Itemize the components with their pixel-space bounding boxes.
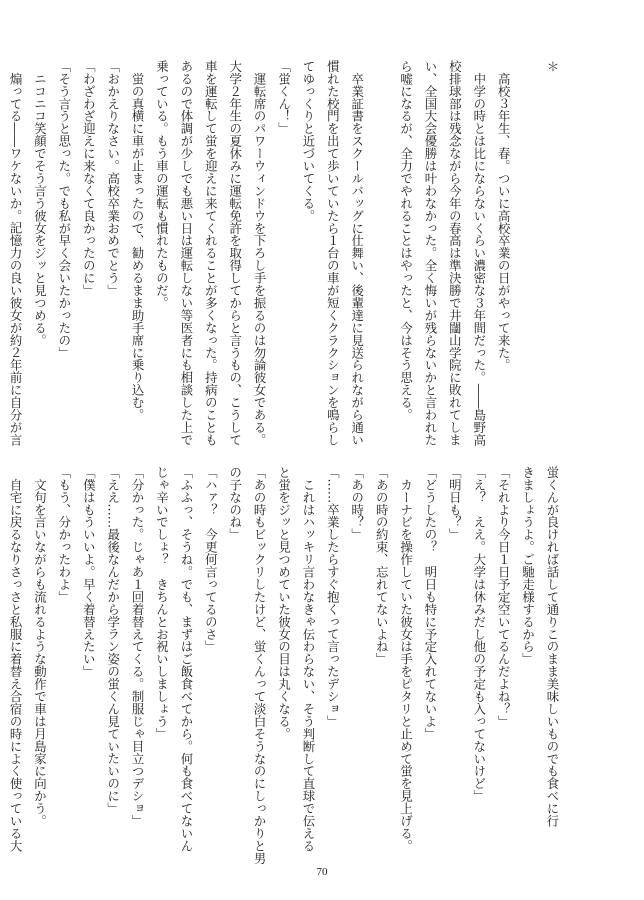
upper-text-block <box>8 60 564 446</box>
text-line: 「……卒業したらすぐ抱くって言ったデショ」 <box>325 466 341 728</box>
text-line: 蛍くんが良ければ話して通りこのまま美味しいものでも食べに行 <box>545 466 560 828</box>
text-line: じゃ辛いでしょ？ きちんとお祝いしましょう」 <box>154 466 170 740</box>
page-number: 70 <box>316 866 328 878</box>
text-line: 慣れた校門を出て歩いていたら１台の車が短くクラクションを鳴らし <box>325 60 341 446</box>
text-line: 「そう言うと思った。でも私が早く会いたかったの」 <box>56 60 72 359</box>
text-line: 煽ってる――ワケないか。記憶力の良い彼女が約２年前に自分が言 <box>8 60 24 446</box>
text-line: あるので体調が少しでも悪い日は運転しない等医者にも相談した上で <box>178 60 194 446</box>
text-line: 「ハァ？ 今更何言ってるのさ」 <box>203 466 219 653</box>
text-line: ＊ <box>545 60 560 73</box>
text-line: 「僕はもういいよ。早く着替えたい」 <box>81 466 97 678</box>
text-line: 「もう、分かったわよ」 <box>56 466 72 603</box>
text-line <box>0 466 3 838</box>
text-line: 「蛍くん！」 <box>276 60 292 135</box>
text-line: 「それより今日１日予定空いてるんだよね？」 <box>496 466 512 728</box>
text-line: い、全国大会優勝は叶わなかった。全く悔いが残らないかと言われた <box>422 60 438 446</box>
text-line: 「明日も？」 <box>447 466 463 541</box>
text-line: 校排球部は残念ながら今年の春高は準決勝で井闥山学院に敗れてしま <box>447 60 463 446</box>
text-line <box>369 60 393 438</box>
text-line: 「あの時もビックリしたけど、蛍くんって淡白そうなのにしっかりと男 <box>252 466 268 865</box>
text-line: 「わざわざ迎えに来なくて良かったのに」 <box>81 60 97 297</box>
text-line: ニコニコ笑顔でそう言う彼女をジッと見つめる。 <box>32 60 48 347</box>
text-line: 「どうしたの？ 明日も特に予定入れてないよ」 <box>422 466 438 740</box>
text-line: 「え？ ええ。大学は休みだし他の予定も入ってないけど」 <box>471 466 487 803</box>
text-line: 蛍の真横に車が止まったので、勧めるまま助手席に乗り込む。 <box>130 60 146 422</box>
text-line: 「あの時の約束、忘れてないよね」 <box>374 466 390 666</box>
text-line: 中学の時とは比にならないくらい濃密な３年間だった。――島野高 <box>471 60 487 446</box>
text-line: きましょうよ。ご馳走様するから」 <box>520 466 536 666</box>
text-line: 「おかえりなさい。高校卒業おめでとう」 <box>105 60 121 297</box>
text-line: 車を運転して蛍を迎えに来てくれることが多くなった。持病のことも <box>203 60 219 446</box>
text-line: てゆっくりと近づいてくる。 <box>300 60 316 222</box>
text-line: これはハッキリ言わなきゃ伝わらない、そう判断して直球で伝える <box>300 466 316 852</box>
text-line: 「あの時？」 <box>349 466 365 541</box>
text-line: 高校３年生、春。ついに高校卒業の日がやって来た。 <box>496 60 512 372</box>
text-line <box>0 60 3 438</box>
text-line <box>515 60 539 438</box>
text-line: 自宅に戻るなりさっさと私服に着替え合宿の時によく使っている大 <box>8 466 24 852</box>
lower-text-block <box>8 466 564 865</box>
text-line: の子なのね」 <box>227 466 243 541</box>
text-line: と蛍をジッと見つめていた彼女の目は丸くなる。 <box>276 466 292 740</box>
text-line: 大学２年生の夏休みに運転免許を取得してからと言うもの、こうして <box>227 60 243 446</box>
text-line: 「分かった。じゃあ１回着替えてくる。制服じゃ目立つデショ」 <box>130 466 146 828</box>
text-line: ら嘘になるが、全力でやれることはやったと、今はそう思える。 <box>398 60 414 422</box>
text-line: 運転席のパワーウィンドウを下ろし手を振るのは勿論彼女である。 <box>252 60 268 446</box>
text-line: カーナビを操作していた彼女は手をピタリと止めて蛍を見上げる。 <box>398 466 414 852</box>
text-line: 「ふふっ、そうね。でも、まずはご飯食べてから。何も食べてないん <box>178 466 194 852</box>
text-line: 文句を言いながらも流れるような動作で車は月島家に向かう。 <box>32 466 48 828</box>
text-line: 「ええ……最後なんだから学ラン姿の蛍くん見ていたいのに」 <box>105 466 121 815</box>
text-line: 乗っている。もう車の運転も慣れたものだ。 <box>154 60 170 309</box>
text-line: 卒業証書をスクールバッグに仕舞い、後輩達に見送られながら通い <box>349 60 365 446</box>
